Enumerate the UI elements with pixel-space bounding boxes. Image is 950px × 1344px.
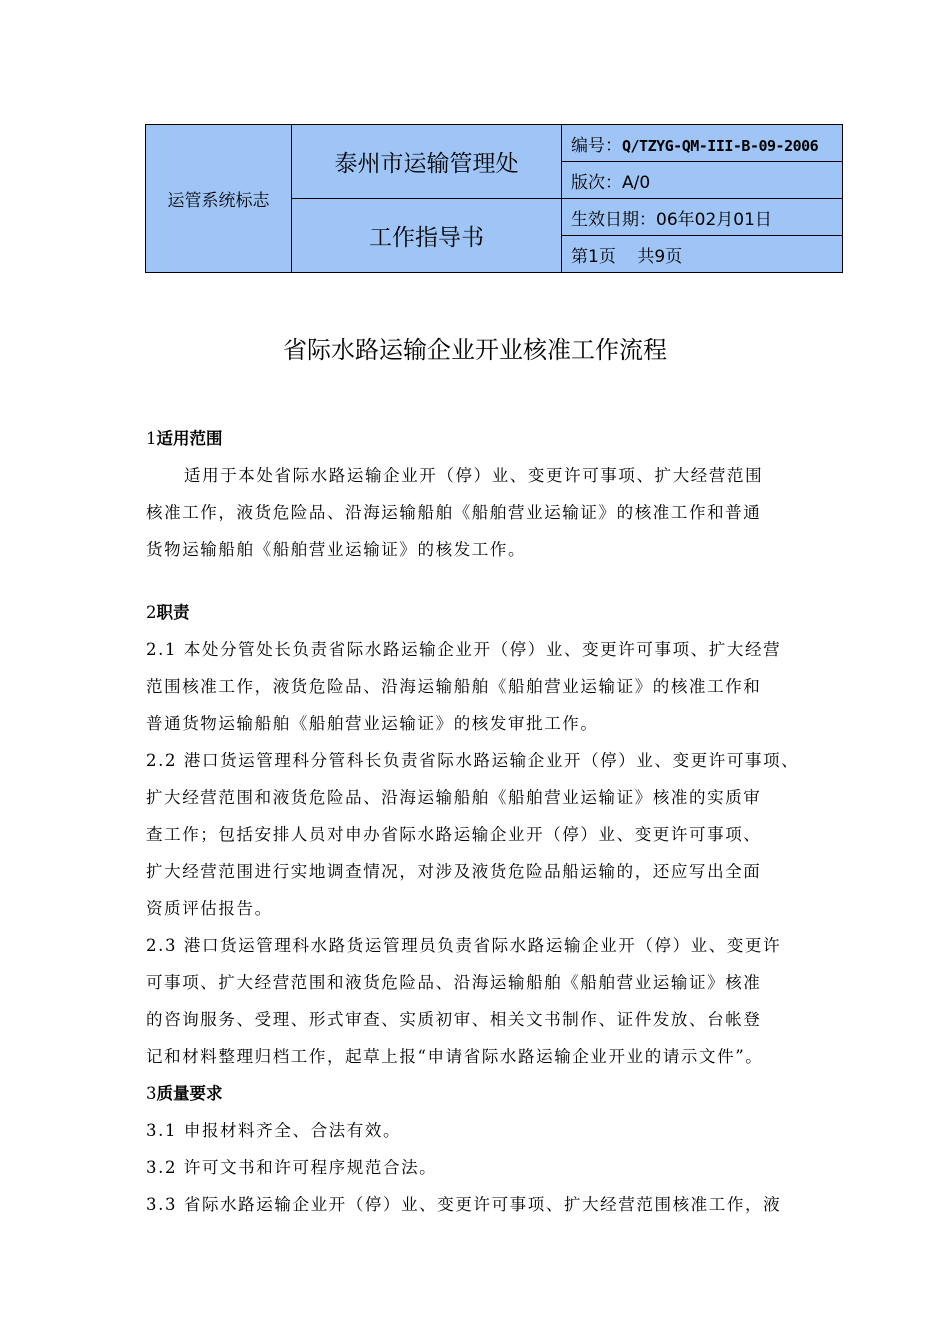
organization-name: 泰州市运输管理处 — [292, 125, 562, 199]
paragraph-line: 扩大经营范围和液货危险品、沿海运输船舶《船舶营业运输证》核准的实质审 — [146, 788, 762, 807]
paragraph-line: 2.3 港口货运管理科水路货运管理员负责省际水路运输企业开（停）业、变更许 — [146, 936, 782, 955]
document-body — [146, 420, 836, 1223]
section-1-heading: 1适用范围 — [146, 429, 223, 448]
paragraph-line: 适用于本处省际水路运输企业开（停）业、变更许可事项、扩大经营范围 — [184, 466, 764, 485]
paragraph-line: 3.1 申报材料齐全、合法有效。 — [146, 1121, 402, 1140]
logo-cell: 运管系统标志 — [146, 125, 292, 273]
document-title: 省际水路运输企业开业核准工作流程 — [283, 336, 667, 364]
paragraph-line: 普通货物运输船舶《船舶营业运输证》的核发审批工作。 — [146, 714, 599, 733]
paragraph-line: 3.2 许可文书和许可程序规范合法。 — [146, 1158, 438, 1177]
paragraph-line: 查工作；包括安排人员对申办省际水路运输企业开（停）业、变更许可事项、 — [146, 825, 762, 844]
paragraph-line: 资质评估报告。 — [146, 899, 273, 918]
paragraph-line: 范围核准工作，液货危险品、沿海运输船舶《船舶营业运输证》的核准工作和 — [146, 677, 762, 696]
section-3-heading: 3质量要求 — [146, 1084, 223, 1103]
paragraph-line: 记和材料整理归档工作，起草上报“申请省际水路运输企业开业的请示文件”。 — [146, 1047, 764, 1066]
page-info: 第1页 共9页 — [562, 236, 843, 273]
paragraph-line: 扩大经营范围进行实地调查情况，对涉及液货危险品船运输的，还应写出全面 — [146, 862, 762, 881]
paragraph-line: 的咨询服务、受理、形式审查、实质初审、相关文书制作、证件发放、台帐登 — [146, 1010, 762, 1029]
paragraph-line: 核准工作，液货危险品、沿海运输船舶《船舶营业运输证》的核准工作和普通 — [146, 503, 762, 522]
document-version: 版次：A/0 — [562, 162, 843, 199]
document-code — [562, 125, 843, 162]
paragraph-line: 可事项、扩大经营范围和液货危险品、沿海运输船舶《船舶营业运输证》核准 — [146, 973, 762, 992]
section-2-heading: 2职责 — [146, 603, 190, 622]
paragraph-line: 货物运输船舶《船舶营业运输证》的核发工作。 — [146, 540, 527, 559]
paragraph-line: 3.3 省际水路运输企业开（停）业、变更许可事项、扩大经营范围核准工作，液 — [146, 1195, 782, 1214]
effective-date: 生效日期：06年02月01日 — [562, 199, 843, 236]
paragraph-line: 2.2 港口货运管理科分管科长负责省际水路运输企业开（停）业、变更许可事项、 — [146, 751, 800, 770]
document-code-value: Q/TZYG-QM-III-B-09-2006 — [622, 136, 819, 155]
document-code-label: 编号： — [571, 135, 622, 156]
paragraph-line: 2.1 本处分管处长负责省际水路运输企业开（停）业、变更许可事项、扩大经营 — [146, 640, 782, 659]
document-header-table — [145, 124, 843, 273]
document-type: 工作指导书 — [292, 199, 562, 273]
